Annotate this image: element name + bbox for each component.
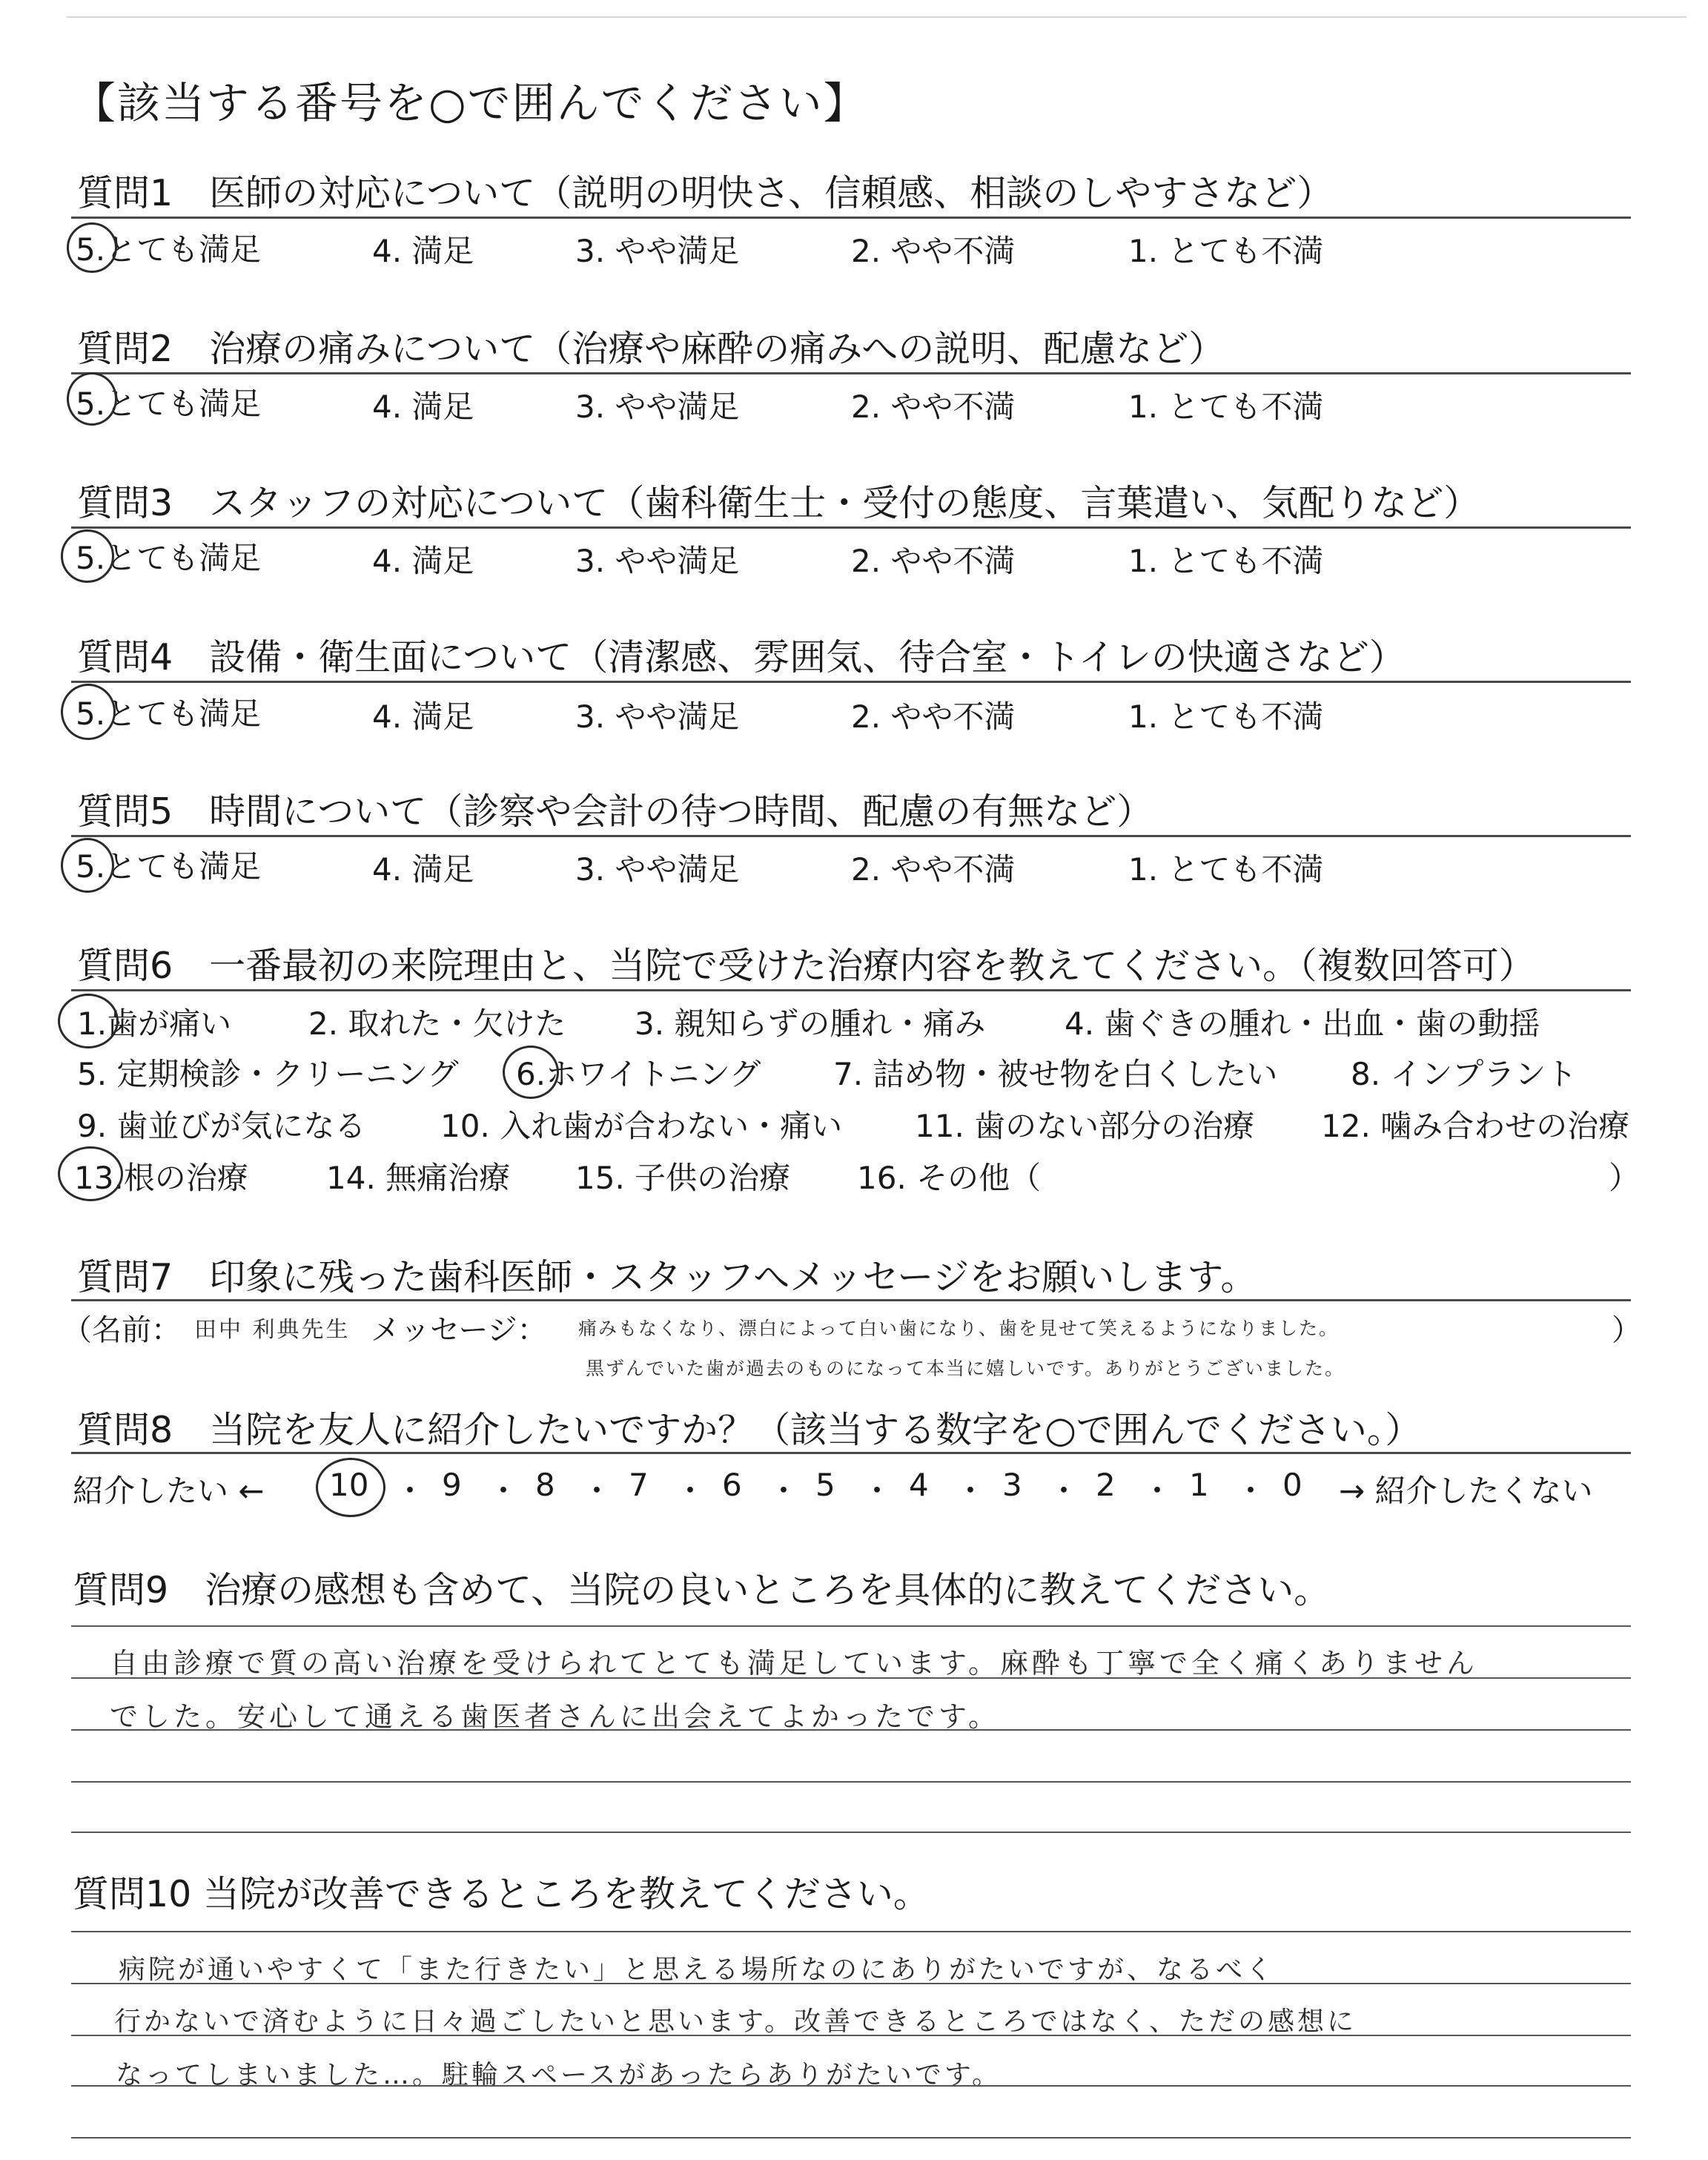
question-2-option-3[interactable]: 3. やや満足 [575,389,740,425]
q8-scale-2[interactable]: 2 [1096,1467,1116,1503]
q6-option-10[interactable]: 10. 入れ歯が合わない・痛い [440,1108,843,1144]
question-6-title: 質問6 一番最初の来院理由と、当院で受けた治療内容を教えてください。（複数回答可） [77,945,1535,987]
q6-option-6[interactable]: 6.ホワイトニング [516,1056,761,1092]
q10-answer-rule-2 [71,1983,1631,1984]
q6-option-14[interactable]: 14. 無痛治療 [326,1160,511,1196]
q6-option-1[interactable]: 1.歯が痛い [77,1005,232,1042]
q8-left-label: 紹介したい ← [73,1473,265,1509]
question-8-title: 質問8 当院を友人に紹介したいですか？（該当する数字を○で囲んでください。） [77,1409,1422,1451]
q7-message-line-1: 痛みもなくなり、漂白によって白い歯になり、歯を見せて笑えるようになりました。 [578,1318,1340,1339]
question-2-option-4[interactable]: 4. 満足 [372,389,474,425]
q6-option-4[interactable]: 4. 歯ぐきの腫れ・出血・歯の動揺 [1065,1005,1540,1042]
q10-answer-line-1: 病院が通いやすくて「また行きたい」と思える場所なのにありがたいですが、なるべく [119,1955,1276,1985]
q8-dot: ・ [955,1473,987,1509]
question-1-selected-circle [67,222,117,273]
question-4-option-1[interactable]: 1. とても不満 [1128,698,1324,735]
question-2-option-5[interactable]: 5.とても満足 [76,386,262,422]
q8-scale-5[interactable]: 5 [815,1467,835,1503]
q7-message-line-2: 黒ずんでいた歯が過去のものになって本当に嬉しいです。ありがとうございました。 [586,1358,1345,1379]
question-5-option-1[interactable]: 1. とても不満 [1128,851,1324,888]
question-4-rule [71,681,1631,683]
question-3-option-2[interactable]: 2. やや不満 [851,543,1016,579]
q10-answer-rule-1 [71,1931,1631,1932]
question-8-rule [71,1452,1631,1454]
question-6-rule [71,989,1631,991]
question-5-option-2[interactable]: 2. やや不満 [851,851,1016,888]
question-2-option-2[interactable]: 2. やや不満 [851,389,1016,425]
question-3-option-1[interactable]: 1. とても不満 [1128,543,1324,579]
question-4-option-4[interactable]: 4. 満足 [372,698,474,735]
q8-dot: ・ [861,1473,893,1509]
question-7-rule [71,1299,1631,1301]
question-1-option-5[interactable]: 5.とても満足 [76,231,262,268]
q8-dot: ・ [488,1473,520,1509]
question-3-option-4[interactable]: 4. 満足 [372,543,474,579]
q9-answer-rule-4 [71,1781,1631,1783]
top-rule [67,16,1687,18]
q8-selected-circle [316,1458,385,1517]
q8-scale-3[interactable]: 3 [1002,1467,1022,1503]
q6-option-12[interactable]: 12. 噛み合わせの治療 [1321,1108,1630,1144]
q9-answer-line-1: 自由診療で質の高い治療を受けられてとても満足しています。麻酔も丁寧で全く痛くありません [110,1647,1478,1680]
q6-option-7[interactable]: 7. 詰め物・被せ物を白くしたい [833,1056,1278,1092]
question-7-title: 質問7 印象に残った歯科医師・スタッフへメッセージをお願いします。 [77,1256,1257,1298]
q8-dot: ・ [1048,1473,1080,1509]
q9-answer-rule-2 [71,1677,1631,1679]
q7-name-value: 田中 利典先生 [194,1317,351,1343]
q8-dot: ・ [1142,1473,1174,1509]
question-3-option-5[interactable]: 5.とても満足 [76,540,262,576]
question-1-option-1[interactable]: 1. とても不満 [1128,233,1324,269]
q10-answer-rule-5 [71,2137,1631,2138]
q8-dot: ・ [581,1473,613,1509]
q6-option-11[interactable]: 11. 歯のない部分の治療 [915,1108,1255,1144]
q6-other-close-paren: ） [1609,1160,1641,1196]
question-1-option-2[interactable]: 2. やや不満 [851,233,1016,269]
q8-scale-7[interactable]: 7 [629,1467,649,1503]
q6-option-16[interactable]: 16. その他（ [857,1160,1042,1196]
question-9-title: 質問9 治療の感想も含めて、当院の良いところを具体的に教えてください。 [73,1569,1331,1611]
q8-right-label: → 紹介したくない [1339,1473,1593,1509]
question-3-selected-circle [61,529,114,583]
q8-dot: ・ [394,1473,426,1509]
q6-option-2[interactable]: 2. 取れた・欠けた [308,1005,566,1042]
q9-answer-rule-1 [71,1625,1631,1627]
q9-answer-rule-5 [71,1832,1631,1833]
question-5-option-3[interactable]: 3. やや満足 [575,851,740,888]
q6-selected-circle-1 [58,994,119,1048]
question-5-option-4[interactable]: 4. 満足 [372,851,474,888]
page-heading: 【該当する番号を○で囲んでください】 [73,78,868,128]
q6-option-5[interactable]: 5. 定期検診・クリーニング [77,1056,459,1092]
q7-close-paren: ） [1612,1313,1641,1347]
question-2-selected-circle [67,372,117,426]
question-4-selected-circle [61,684,116,740]
q6-option-13[interactable]: 13.根の治療 [74,1160,248,1196]
q10-answer-rule-4 [71,2085,1631,2087]
q6-option-3[interactable]: 3. 親知らずの腫れ・痛み [635,1005,986,1042]
q7-message-label: メッセージ： [371,1313,547,1347]
q10-answer-line-2: 行かないで済むように日々過ごしたいと思います。改善できるところではなく、ただの感想に [114,2007,1357,2037]
q6-option-8[interactable]: 8. インプラント [1351,1056,1578,1092]
q9-answer-rule-3 [71,1729,1631,1731]
question-1-title: 質問1 医師の対応について（説明の明快さ、信頼感、相談のしやすさなど） [77,172,1334,214]
question-5-option-5[interactable]: 5.とても満足 [76,848,262,885]
question-5-title: 質問5 時間について（診察や会計の待つ時間、配慮の有無など） [77,790,1153,833]
q8-scale-1[interactable]: 1 [1189,1467,1209,1503]
q6-selected-circle-6 [503,1046,559,1099]
q8-dot: ・ [675,1473,706,1509]
q6-selected-circle-13 [58,1146,123,1201]
question-1-option-3[interactable]: 3. やや満足 [575,233,740,269]
q10-answer-rule-3 [71,2035,1631,2036]
question-1-option-4[interactable]: 4. 満足 [372,233,474,269]
question-2-title: 質問2 治療の痛みについて（治療や麻酔の痛みへの説明、配慮など） [77,328,1225,370]
q8-scale-4[interactable]: 4 [909,1467,929,1503]
question-4-option-5[interactable]: 5.とても満足 [76,696,262,732]
question-4-title: 質問4 設備・衛生面について（清潔感、雰囲気、待合室・トイレの快適さなど） [77,636,1406,678]
q8-dot: ・ [1235,1473,1267,1509]
q6-option-15[interactable]: 15. 子供の治療 [575,1160,791,1196]
question-3-option-3[interactable]: 3. やや満足 [575,543,740,579]
question-5-selected-circle [61,838,114,893]
q8-scale-6[interactable]: 6 [722,1467,742,1503]
q7-name-label: （名前： [62,1313,181,1347]
q9-answer-line-2: でした。安心して通える歯医者さんに出会えてよかったです。 [110,1700,1000,1733]
q10-answer-line-3: なってしまいました…。駐輪スペースがあったらありがたいです。 [116,2060,1002,2090]
question-4-option-3[interactable]: 3. やや満足 [575,698,740,735]
q6-option-9[interactable]: 9. 歯並びが気になる [77,1108,366,1144]
question-3-title: 質問3 スタッフの対応について（歯科衛生士・受付の態度、言葉遣い、気配りなど） [77,482,1480,524]
q8-dot: ・ [768,1473,800,1509]
q8-scale-10[interactable]: 10 [329,1467,369,1503]
q8-scale-0[interactable]: 0 [1282,1467,1302,1503]
q8-scale-8[interactable]: 8 [535,1467,555,1503]
question-5-rule [71,835,1631,837]
question-3-rule [71,526,1631,529]
question-10-title: 質問10 当院が改善できるところを教えてください。 [73,1873,930,1915]
question-4-option-2[interactable]: 2. やや不満 [851,698,1016,735]
question-1-rule [71,217,1631,219]
question-2-rule [71,372,1631,374]
question-2-option-1[interactable]: 1. とても不満 [1128,389,1324,425]
q8-scale-9[interactable]: 9 [442,1467,462,1503]
